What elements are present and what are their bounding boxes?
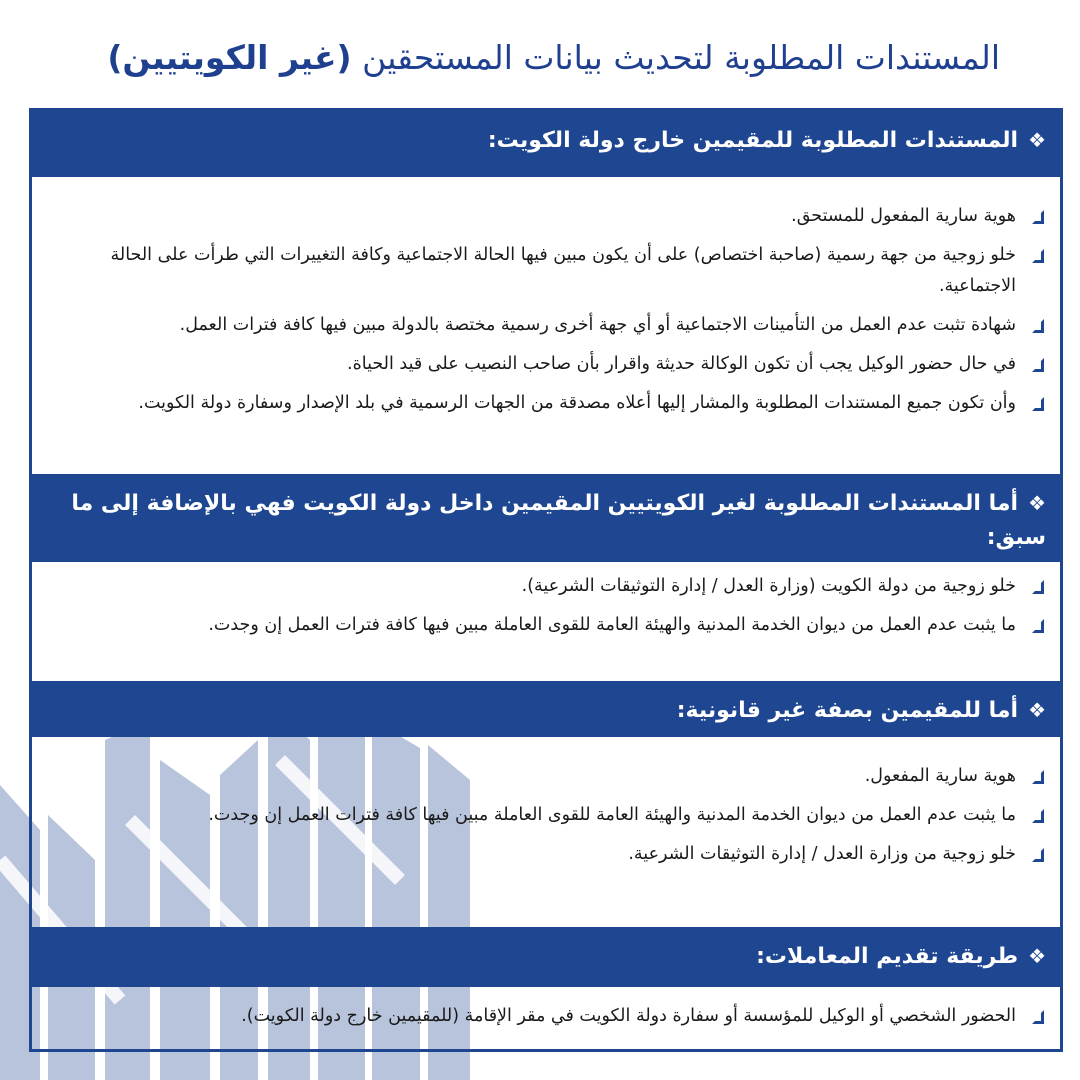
bullet-chevron-icon [1024, 761, 1046, 792]
diamond-icon: ❖ [1028, 698, 1046, 722]
list-item-text: هوية سارية المفعول. [864, 766, 1016, 786]
list-item-text: ما يثبت عدم العمل من ديوان الخدمة المدنية والهيئة العامة للقوى العاملة مبين فيها كافة فترات العمل إن وجدت. [208, 805, 1016, 825]
bullet-chevron-icon [1024, 240, 1046, 271]
bullet-chevron-icon [1024, 571, 1046, 602]
list-item [52, 349, 1046, 380]
section-header-illegal-residents [32, 681, 1060, 737]
list-item-text: الحضور الشخصي أو الوكيل للمؤسسة أو سفارة دولة الكويت في مقر الإقامة (للمقيمين خارج دولة الكويت). [241, 1006, 1016, 1026]
list-item [52, 800, 1046, 831]
section-body-submission-method [32, 1001, 1060, 1040]
page-title [80, 38, 1000, 77]
bullet-chevron-icon [1024, 349, 1046, 380]
list-item-text: شهادة تثبت عدم العمل من التأمينات الاجتماعية أو أي جهة أخرى رسمية مختصة بالدولة مبين فيها كافة فترات العمل. [179, 315, 1016, 335]
page-title-highlight: (غير الكويتيين) [107, 38, 352, 77]
list-item-text: ما يثبت عدم العمل من ديوان الخدمة المدنية والهيئة العامة للقوى العاملة مبين فيها كافة فترات العمل إن وجدت. [208, 615, 1016, 635]
bullet-chevron-icon [1024, 800, 1046, 831]
section-heading: أما المستندات المطلوبة لغير الكويتيين المقيمين داخل دولة الكويت فهي بالإضافة إلى ما سبق: [71, 491, 1046, 550]
section-header-residents-inside [32, 474, 1060, 562]
list-item [52, 571, 1046, 602]
section-body-residents-abroad [32, 201, 1060, 427]
section-body-residents-inside [32, 571, 1060, 649]
list-item-text: في حال حضور الوكيل يجب أن تكون الوكالة حديثة واقرار بأن صاحب النصيب على قيد الحياة. [347, 354, 1016, 374]
list-item-text: هوية سارية المفعول للمستحق. [791, 206, 1016, 226]
bullet-chevron-icon [1024, 1001, 1046, 1032]
list-item [52, 610, 1046, 641]
list-item [52, 388, 1046, 419]
section-body-illegal-residents [32, 761, 1060, 878]
content-frame-inner [32, 111, 1060, 1049]
list-item-text: خلو زوجية من دولة الكويت (وزارة العدل / إدارة التوثيقات الشرعية). [521, 576, 1016, 596]
diamond-icon: ❖ [1028, 944, 1046, 968]
list-item [52, 761, 1046, 792]
content-frame [29, 108, 1063, 1052]
diamond-icon: ❖ [1028, 128, 1046, 152]
section-heading: المستندات المطلوبة للمقيمين خارج دولة الكويت: [487, 128, 1019, 153]
bullet-chevron-icon [1024, 201, 1046, 232]
section-heading: أما للمقيمين بصفة غير قانونية: [676, 698, 1019, 723]
list-item-text: خلو زوجية من وزارة العدل / إدارة التوثيقات الشرعية. [628, 844, 1016, 864]
list-item [52, 839, 1046, 870]
section-header-residents-abroad [32, 111, 1060, 177]
bullet-chevron-icon [1024, 388, 1046, 419]
section-header-submission-method [32, 927, 1060, 987]
list-item [52, 1001, 1046, 1032]
diamond-icon: ❖ [1028, 491, 1046, 515]
list-item-text: خلو زوجية من جهة رسمية (صاحبة اختصاص) على أن يكون مبين فيها الحالة الاجتماعية وكافة التغييرات التي طرأت على الحالة الاجتماعية. [110, 245, 1016, 296]
list-item [52, 201, 1046, 232]
bullet-chevron-icon [1024, 610, 1046, 641]
page-title-main: المستندات المطلوبة لتحديث بيانات المستحقين [351, 38, 1000, 77]
list-item [52, 240, 1046, 302]
bullet-chevron-icon [1024, 310, 1046, 341]
bullet-chevron-icon [1024, 839, 1046, 870]
list-item-text: وأن تكون جميع المستندات المطلوبة والمشار إليها أعلاه مصدقة من الجهات الرسمية في بلد الإصدار وسفارة دولة الكويت. [138, 393, 1016, 413]
section-heading: طريقة تقديم المعاملات: [756, 944, 1019, 969]
list-item [52, 310, 1046, 341]
